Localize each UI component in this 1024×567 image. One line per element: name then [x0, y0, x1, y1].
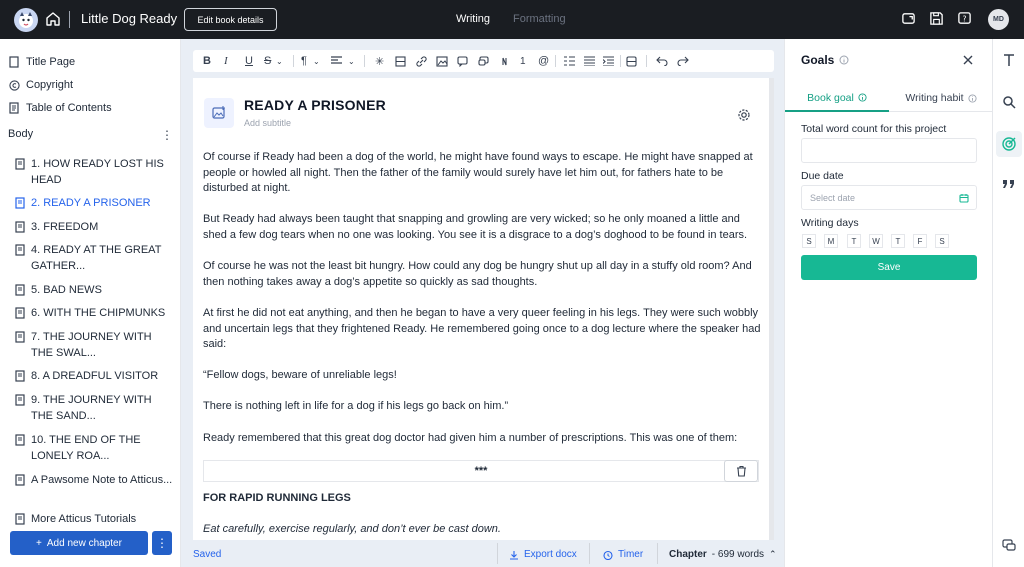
- quote-icon[interactable]: [1001, 176, 1017, 192]
- plus-icon: +: [36, 537, 42, 549]
- calendar-icon[interactable]: [959, 193, 969, 203]
- divider: [69, 11, 70, 28]
- day-toggle-thursday[interactable]: T: [891, 234, 905, 248]
- save-icon[interactable]: [929, 11, 944, 26]
- chapter-icon: [15, 329, 25, 361]
- tab-writing-habit[interactable]: [889, 85, 993, 112]
- chapter-label: 8. A DREADFUL VISITOR: [31, 370, 159, 382]
- align-icon[interactable]: [331, 54, 342, 68]
- chapter-icon: [15, 432, 25, 464]
- document-icon: [8, 54, 20, 70]
- underline-icon[interactable]: U: [245, 55, 253, 67]
- chapter-label: 2. READY A PRISONER: [31, 197, 151, 209]
- word-count-input[interactable]: [801, 138, 977, 163]
- add-new-chapter-label: Add new chapter: [46, 537, 122, 549]
- sidebar-item-chapter[interactable]: [15, 282, 175, 298]
- chapter-image-icon[interactable]: [204, 98, 234, 128]
- paragraph[interactable]: Of course if Ready had been a dog of the world, he might have found ways to escape. He might have snapped at people or howled all night. Then the father of the family would surely have let him out, for fathers hate to be disturbed at night.: [203, 151, 753, 194]
- add-new-chapter-button[interactable]: [10, 531, 148, 555]
- due-date-label: Due date: [801, 170, 844, 182]
- close-icon[interactable]: [963, 55, 973, 65]
- tab-formatting[interactable]: Formatting: [513, 13, 566, 25]
- chapter-icon: [15, 511, 25, 527]
- avatar[interactable]: MD: [988, 9, 1009, 30]
- day-toggle-wednesday[interactable]: W: [869, 234, 883, 248]
- chapter-icon: [15, 242, 25, 274]
- toolbar-divider: [620, 55, 621, 67]
- sidebar-item-label: Table of Contents: [26, 102, 112, 114]
- sidebar-item-chapter[interactable]: [15, 511, 175, 527]
- clock-icon: [603, 550, 613, 560]
- copyright-icon: [8, 77, 20, 93]
- info-icon: [968, 94, 977, 103]
- paragraph[interactable]: “Fellow dogs, beware of unreliable legs!: [203, 369, 397, 381]
- sidebar: [0, 39, 181, 567]
- chevron-down-icon[interactable]: ⌄: [276, 56, 283, 66]
- paragraph[interactable]: Eat carefully, exercise regularly, and don’t ever be cast down.: [203, 523, 501, 535]
- preview-icon[interactable]: [901, 11, 916, 26]
- tab-label: Book goal: [807, 91, 854, 104]
- paragraph[interactable]: Ready remembered that this great dog doctor had given him a number of prescriptions. This was one of them:: [203, 432, 738, 444]
- status-divider: [589, 543, 590, 564]
- sidebar-item-chapter[interactable]: [15, 156, 175, 188]
- undo-icon[interactable]: [656, 54, 668, 68]
- link-icon[interactable]: [416, 54, 427, 68]
- formatting-toolbar: [193, 50, 774, 72]
- svg-text:?: ?: [962, 14, 967, 24]
- search-icon[interactable]: [1001, 94, 1017, 110]
- due-date-placeholder: Select date: [810, 192, 856, 203]
- callout-icon[interactable]: [478, 54, 489, 68]
- chapter-label: More Atticus Tutorials: [31, 513, 137, 525]
- toolbar-divider: [646, 55, 647, 67]
- chapter-icon: [15, 368, 25, 384]
- saved-label: Saved: [193, 549, 222, 560]
- chevron-up-icon: ⌃: [769, 549, 777, 559]
- app-logo-icon[interactable]: [14, 8, 38, 32]
- top-bar: [0, 0, 1024, 39]
- help-icon[interactable]: [957, 11, 972, 26]
- scrollbar[interactable]: [769, 78, 774, 540]
- chapter-label: 5. BAD NEWS: [31, 284, 102, 296]
- paragraph-icon[interactable]: ¶: [301, 55, 307, 67]
- goals-title: [801, 53, 849, 67]
- chevron-down-icon[interactable]: ⌄: [313, 56, 320, 66]
- sidebar-item-table-of-contents[interactable]: [8, 100, 112, 116]
- document-icon: [8, 100, 20, 116]
- chapter-label: 10. THE END OF THE LONELY ROA...: [31, 434, 141, 462]
- footnote-icon[interactable]: [500, 54, 511, 68]
- chapter-label: 3. FREEDOM: [31, 221, 99, 233]
- redo-icon[interactable]: [677, 54, 689, 68]
- right-rail: [992, 39, 1024, 567]
- page-break-icon[interactable]: [395, 54, 406, 68]
- sidebar-item-chapter[interactable]: [15, 242, 175, 274]
- tab-book-goal[interactable]: [785, 85, 889, 112]
- sidebar-item-chapter[interactable]: [15, 472, 175, 488]
- body-options-icon[interactable]: ⋮: [161, 128, 173, 142]
- toolbar-divider: [293, 55, 294, 67]
- align-justify-icon[interactable]: [584, 54, 595, 68]
- typography-icon[interactable]: [1001, 52, 1017, 68]
- saved-status: [193, 549, 221, 560]
- sidebar-item-chapter[interactable]: [15, 392, 175, 424]
- indent-icon[interactable]: [603, 54, 614, 68]
- chapter-label: 9. THE JOURNEY WITH THE SAND...: [31, 394, 152, 422]
- tab-writing[interactable]: Writing: [456, 13, 491, 25]
- chapter-title[interactable]: READY A PRISONER: [244, 97, 386, 113]
- book-title: Little Dog Ready: [81, 11, 178, 26]
- paragraph[interactable]: At first he did not eat anything, and then he began to have a very queer feeling in his legs. They were such wobbly and uncertain legs that they frightened Ready. He remembered going once to a dog lecture where the speaker had said:: [203, 307, 761, 350]
- chapter-icon: [15, 195, 25, 211]
- sidebar-item-chapter[interactable]: [15, 368, 175, 384]
- writing-days-label: Writing days: [801, 217, 859, 229]
- italic-icon[interactable]: I: [224, 55, 228, 67]
- paragraph[interactable]: But Ready had always been taught that snapping and growling are very wicked; so he only moaned a little and shed a few dog tears when no one was looking. You see it is a disgrace to a dog’s doghood to be found in tears.: [203, 213, 748, 241]
- list-icon[interactable]: [564, 54, 575, 68]
- timer-label: Timer: [618, 549, 644, 560]
- toolbar-divider: [555, 55, 556, 67]
- day-toggle-friday[interactable]: F: [913, 234, 927, 248]
- fullscreen-icon[interactable]: [626, 54, 637, 68]
- status-bar: [181, 540, 784, 567]
- paragraph[interactable]: There is nothing left in life for a dog if his legs go back on him.”: [203, 400, 509, 412]
- word-count[interactable]: [669, 549, 777, 560]
- sidebar-item-chapter-active[interactable]: [15, 195, 175, 211]
- word-count-label: Chapter: [669, 549, 707, 560]
- scene-break[interactable]: [203, 460, 759, 482]
- chapter-icon: [15, 392, 25, 424]
- due-date-input[interactable]: [801, 185, 977, 210]
- save-button[interactable]: Save: [801, 255, 977, 280]
- info-icon: [858, 93, 867, 102]
- sidebar-item-copyright[interactable]: [8, 77, 73, 93]
- timer-button[interactable]: [603, 549, 643, 560]
- sidebar-item-chapter[interactable]: [15, 305, 175, 321]
- info-icon[interactable]: [839, 55, 849, 65]
- toolbar-divider: [364, 55, 365, 67]
- chapter-label: 7. THE JOURNEY WITH THE SWAL...: [31, 331, 152, 359]
- day-toggle-saturday[interactable]: S: [935, 234, 949, 248]
- chapter-label: 6. WITH THE CHIPMUNKS: [31, 307, 166, 319]
- goals-panel: [784, 39, 992, 567]
- edit-book-details-button[interactable]: Edit book details: [184, 8, 277, 31]
- day-toggle-sunday[interactable]: S: [802, 234, 816, 248]
- chapter-label: A Pawsome Note to Atticus...: [31, 474, 173, 486]
- bold-icon[interactable]: B: [203, 55, 211, 67]
- day-toggle-tuesday[interactable]: T: [847, 234, 861, 248]
- goals-target-icon[interactable]: [996, 131, 1022, 157]
- day-toggle-monday[interactable]: M: [824, 234, 838, 248]
- word-count-value: - 699 words: [711, 549, 765, 560]
- sidebar-item-chapter[interactable]: [15, 329, 175, 361]
- body-section-label: Body: [8, 128, 34, 140]
- chapter-icon: [15, 472, 25, 488]
- goals-title-text: Goals: [801, 53, 835, 67]
- chat-icon[interactable]: [1001, 538, 1017, 554]
- status-divider: [657, 543, 658, 564]
- sidebar-item-label: Copyright: [26, 79, 74, 91]
- sidebar-item-title-page[interactable]: [8, 54, 75, 70]
- mention-icon[interactable]: @: [538, 55, 550, 67]
- editor-page[interactable]: [193, 78, 774, 540]
- chapter-icon: [15, 219, 25, 235]
- home-icon[interactable]: [45, 11, 61, 27]
- sidebar-item-chapter[interactable]: [15, 219, 175, 235]
- sidebar-item-label: Title Page: [26, 56, 76, 68]
- chapter-label: 1. HOW READY LOST HIS HEAD: [31, 158, 164, 186]
- tab-label: Writing habit: [905, 92, 964, 104]
- trash-icon[interactable]: [724, 460, 758, 482]
- subtitle-input[interactable]: Add subtitle: [244, 118, 292, 128]
- gear-icon[interactable]: [737, 108, 751, 122]
- chevron-down-icon[interactable]: ⌄: [348, 56, 355, 66]
- endnote-icon[interactable]: 1: [520, 55, 526, 67]
- export-docx-button[interactable]: [509, 549, 577, 560]
- image-icon[interactable]: [436, 54, 448, 68]
- scene-break-icon[interactable]: ✳: [375, 55, 385, 68]
- scene-break-text: ***: [474, 465, 488, 477]
- status-divider: [497, 543, 498, 564]
- chapter-icon: [15, 156, 25, 188]
- strikethrough-icon[interactable]: S: [264, 55, 272, 67]
- chapter-label: 4. READY AT THE GREAT GATHER...: [31, 244, 162, 272]
- comment-icon[interactable]: [457, 54, 468, 68]
- chapter-icon: [15, 282, 25, 298]
- sidebar-item-chapter[interactable]: [15, 432, 175, 464]
- more-options-button[interactable]: ⋮: [152, 531, 172, 555]
- chapter-icon: [15, 305, 25, 321]
- paragraph[interactable]: Of course he was not the least bit hungry. How could any dog be hungry shut up all day in a stuffy old room? And then nothing takes away a dog’s appetite so quickly as sad thoughts.: [203, 260, 752, 288]
- download-icon: [509, 550, 519, 560]
- export-docx-label: Export docx: [524, 549, 577, 560]
- heading[interactable]: FOR RAPID RUNNING LEGS: [203, 492, 351, 504]
- word-count-field-label: Total word count for this project: [801, 123, 947, 135]
